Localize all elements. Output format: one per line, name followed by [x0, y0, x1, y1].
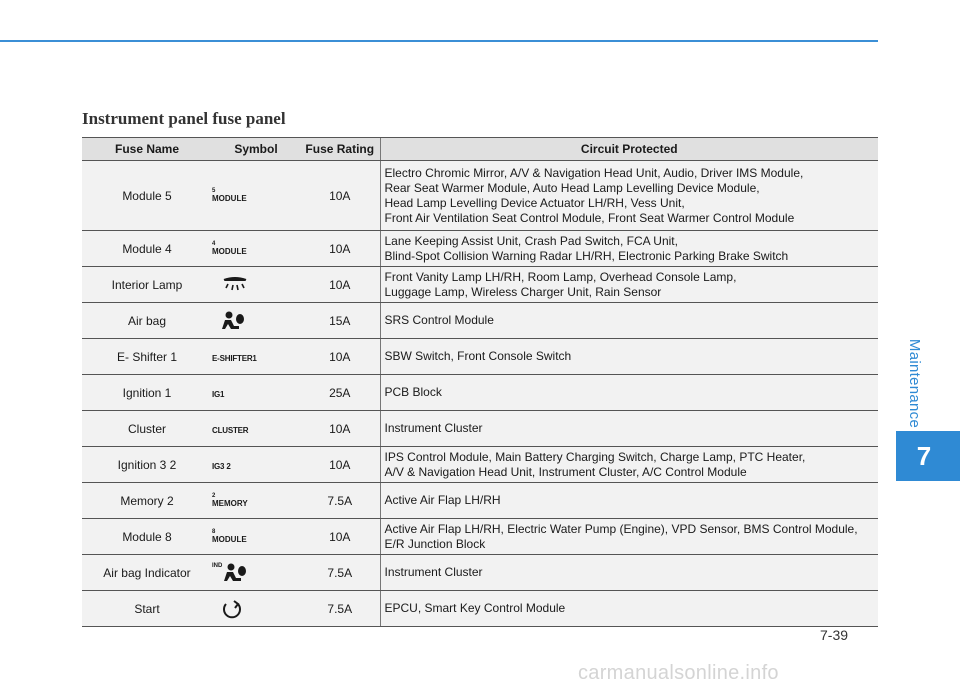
symbol-label [212, 187, 247, 203]
watermark: carmanualsonline.info [578, 662, 779, 684]
table-row [82, 303, 878, 339]
symbol-label [212, 562, 222, 570]
circuit-protected [380, 339, 878, 375]
circuit-line: Luggage Lamp, Wireless Charger Unit, Rain Sensor [384, 284, 662, 299]
fuse-rating: 10A [300, 447, 380, 483]
fuse-symbol [212, 555, 300, 591]
circuit-line: Head Lamp Levelling Device Actuator LH/RH, Vess Unit, [384, 195, 685, 210]
symbol-text: MODULE [212, 247, 247, 256]
fuse-name: Memory 2 [82, 483, 212, 519]
side-label-text: Maintenance [906, 338, 924, 428]
fuse-symbol [212, 447, 300, 483]
top-rule [0, 40, 878, 42]
circuit-protected [380, 591, 878, 627]
fuse-name: Interior Lamp [82, 267, 212, 303]
symbol-number: 8 [212, 529, 216, 535]
page-title: Instrument panel fuse panel [82, 109, 286, 128]
fuse-rating: 15A [300, 303, 380, 339]
symbol-number: 5 [212, 188, 216, 194]
symbol-number: 2 [212, 493, 216, 499]
fuse-name: E- Shifter 1 [82, 339, 212, 375]
symbol-text: MEMORY [212, 499, 248, 508]
airbag-indicator-icon [222, 565, 250, 579]
fuse-name: Module 5 [82, 161, 212, 231]
circuit-protected [380, 519, 878, 555]
table-row [82, 591, 878, 627]
circuit-line: A/V & Navigation Head Unit, Instrument Cluster, A/C Control Module [384, 464, 747, 479]
circuit-protected [380, 267, 878, 303]
fuse-name: Air bag Indicator [82, 555, 212, 591]
fuse-symbol [212, 231, 300, 267]
circuit-line: Lane Keeping Assist Unit, Crash Pad Switch, FCA Unit, [384, 233, 678, 248]
circuit-protected [380, 231, 878, 267]
circuit-protected [380, 447, 878, 483]
circuit-line: Blind-Spot Collision Warning Radar LH/RH, Electronic Parking Brake Switch [384, 248, 789, 263]
side-label [903, 340, 927, 426]
circuit-line: SBW Switch, Front Console Switch [384, 349, 572, 363]
symbol-label [212, 240, 247, 256]
symbol-text: MODULE [212, 535, 247, 544]
circuit-line: Active Air Flap LH/RH [384, 493, 501, 507]
table-row [82, 411, 878, 447]
symbol-text: E-SHIFTER1 [212, 353, 257, 363]
chapter-number: 7 [916, 440, 932, 471]
interior-lamp-icon [220, 277, 250, 291]
symbol-sup: IND [212, 562, 223, 569]
symbol-label [212, 528, 247, 544]
header-fuse-name: Fuse Name [82, 138, 212, 161]
circuit-line: Front Vanity Lamp LH/RH, Room Lamp, Overhead Console Lamp, [384, 269, 737, 284]
airbag-icon [220, 313, 248, 327]
fuse-symbol [212, 483, 300, 519]
header-symbol: Symbol [212, 138, 300, 161]
table-row [82, 555, 878, 591]
fuse-name: Start [82, 591, 212, 627]
circuit-line: SRS Control Module [384, 313, 494, 327]
symbol-text: IG3 2 [212, 461, 231, 471]
circuit-line: EPCU, Smart Key Control Module [384, 601, 566, 615]
fuse-symbol [212, 161, 300, 231]
fuse-rating: 7.5A [300, 483, 380, 519]
symbol-number: 4 [212, 241, 216, 247]
fuse-symbol [212, 267, 300, 303]
header-circuit-protected: Circuit Protected [380, 138, 878, 161]
start-icon [220, 601, 244, 615]
table-row [82, 267, 878, 303]
table-row [82, 161, 878, 231]
symbol-text: CLUSTER [212, 425, 249, 435]
fuse-table-body [82, 161, 878, 627]
circuit-protected [380, 555, 878, 591]
circuit-line: Rear Seat Warmer Module, Auto Head Lamp Levelling Device Module, [384, 180, 760, 195]
fuse-rating: 7.5A [300, 591, 380, 627]
table-row [82, 231, 878, 267]
fuse-symbol [212, 411, 300, 447]
circuit-line: Instrument Cluster [384, 421, 483, 435]
chapter-tab [896, 431, 960, 481]
circuit-line: IPS Control Module, Main Battery Charging Switch, Charge Lamp, PTC Heater, [384, 449, 806, 464]
fuse-name: Air bag [82, 303, 212, 339]
fuse-rating: 10A [300, 411, 380, 447]
circuit-protected [380, 411, 878, 447]
circuit-line: Front Air Ventilation Seat Control Module, Front Seat Warmer Control Module [384, 210, 795, 225]
fuse-rating: 10A [300, 231, 380, 267]
table-row [82, 339, 878, 375]
symbol-text: IG1 [212, 389, 225, 399]
fuse-rating: 10A [300, 161, 380, 231]
fuse-name: Module 8 [82, 519, 212, 555]
circuit-protected [380, 375, 878, 411]
fuse-rating: 7.5A [300, 555, 380, 591]
table-row [82, 483, 878, 519]
symbol-text: MODULE [212, 194, 247, 203]
fuse-name: Ignition 3 2 [82, 447, 212, 483]
circuit-protected [380, 303, 878, 339]
fuse-table [82, 137, 878, 627]
table-row [82, 375, 878, 411]
table-row [82, 519, 878, 555]
fuse-name: Ignition 1 [82, 375, 212, 411]
fuse-rating: 25A [300, 375, 380, 411]
circuit-line: Electro Chromic Mirror, A/V & Navigation Head Unit, Audio, Driver IMS Module, [384, 165, 804, 180]
symbol-label [212, 492, 248, 508]
table-row [82, 447, 878, 483]
page-number: 7-39 [820, 627, 849, 643]
fuse-rating: 10A [300, 339, 380, 375]
circuit-line: PCB Block [384, 385, 442, 399]
circuit-line: Active Air Flap LH/RH, Electric Water Pump (Engine), VPD Sensor, BMS Control Module, [384, 521, 858, 536]
fuse-name: Module 4 [82, 231, 212, 267]
fuse-symbol [212, 591, 300, 627]
circuit-protected [380, 161, 878, 231]
fuse-rating: 10A [300, 267, 380, 303]
fuse-symbol [212, 303, 300, 339]
fuse-rating: 10A [300, 519, 380, 555]
circuit-line: E/R Junction Block [384, 536, 486, 551]
fuse-symbol [212, 339, 300, 375]
fuse-symbol [212, 519, 300, 555]
table-header-row [82, 138, 878, 161]
fuse-symbol [212, 375, 300, 411]
fuse-name: Cluster [82, 411, 212, 447]
circuit-protected [380, 483, 878, 519]
circuit-line: Instrument Cluster [384, 565, 483, 579]
header-fuse-rating: Fuse Rating [300, 138, 380, 161]
